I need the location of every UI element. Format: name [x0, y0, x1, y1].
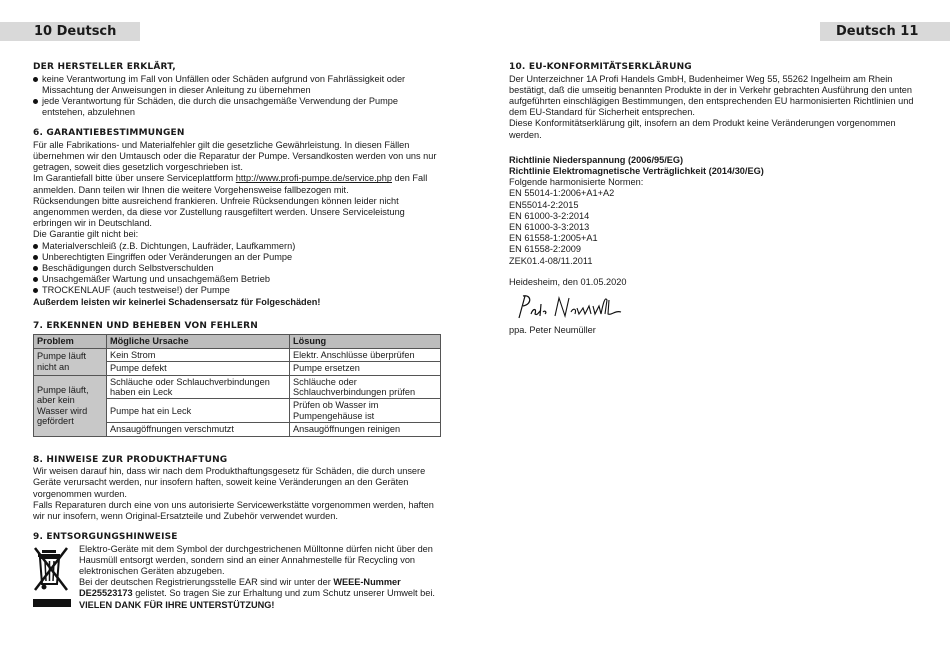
cause-cell: Ansaugöffnungen verschmutzt — [107, 423, 290, 436]
table-header-row — [34, 335, 441, 348]
list-item: Unsachgemäßer Wartung und unsachgemäßem Betrieb — [33, 274, 443, 285]
cause-cell: Schläuche oder Schlauchverbindungen haben ein Leck — [107, 375, 290, 399]
entsorgung-weee-paragraph: Bei der deutschen Registrierungsstelle EAR sind wir unter der WEEE-Nummer DE25523173 gelistet. So tragen Sie zur Erhaltung und zum Schutz unserer Umwelt bei. — [79, 577, 435, 599]
entsorgung-heading: 9. ENTSORGUNGSHINWEISE — [33, 532, 178, 543]
place-date: Heidesheim, den 01.05.2020 — [509, 276, 627, 287]
garantie-paragraph: Rücksendungen bitte ausreichend frankieren. Unfreie Rücksendungen können leider nicht angenommen werden, da diese vor Zustellung rausgefiltert werden. Unsere Serviceleistung erbringen wir in Deutschland. — [33, 195, 405, 229]
norms-intro: Folgende harmonisierte Normen: — [509, 177, 644, 188]
solution-cell: Prüfen ob Wasser im Pumpengehäuse ist — [290, 399, 441, 423]
column-header: Lösung — [290, 335, 441, 348]
cause-cell: Pumpe defekt — [107, 362, 290, 375]
signature-image — [515, 292, 625, 322]
haftung-paragraph: Wir weisen darauf hin, dass wir nach dem Produkthaftungsgesetz für Schäden, die durch unsere Geräte verursacht werden, nur insofern haften, soweit keine Veränderungen an den Geräten vorgenommen wurden. — [33, 466, 426, 499]
left-column — [33, 62, 443, 613]
norms-list — [509, 188, 919, 266]
garantie-service-paragraph: Im Garantiefall bitte über unsere Serviceplattform http://www.profi-pumpe.de/service.php den Fall anmelden. Dann teilen wir Ihnen die weitere Vorgehensweise fallbezogen mit. — [33, 173, 428, 195]
hersteller-heading: DER HERSTELLER ERKLÄRT, — [33, 62, 176, 72]
konformitaet-heading: 10. EU-KONFORMITÄTSERKLÄRUNG — [509, 62, 692, 72]
norm-item: EN 61000-3-3:2013 — [509, 221, 590, 232]
garantie-paragraph: Für alle Fabrikations- und Materialfehler gilt die gesetzliche Gewährleistung. In diesen Fällen übernehmen wir den Umtausch oder die Reparatur der Pumpe. Versandkosten werden von uns nur getragen, soweit dies gesetzlich vorgeschrieben ist. — [33, 139, 437, 173]
solution-cell: Ansaugöffnungen reinigen — [290, 423, 441, 436]
page-header-left: 10 Deutsch — [0, 22, 140, 41]
list-item: keine Verantwortung im Fall von Unfällen oder Schäden aufgrund von Fahrlässigkeit oder Missachtung der Anweisungen in dieser Anleitung zu übernehmen — [33, 74, 443, 96]
problem-cell: Pumpe läuft nicht an — [34, 348, 107, 375]
column-header: Mögliche Ursache — [107, 335, 290, 348]
cause-cell: Pumpe hat ein Leck — [107, 399, 290, 423]
hersteller-list — [33, 74, 443, 119]
list-item: Beschädigungen durch Selbstverschulden — [33, 263, 443, 274]
haftung-heading: 8. HINWEISE ZUR PRODUKTHAFTUNG — [33, 454, 228, 465]
entsorgung-paragraph: Elektro-Geräte mit dem Symbol der durchgestrichenen Mülltonne dürfen nicht über den Hausmüll entsorgt werden, sondern sind an einer Annahmestelle für Recycling von elektronischen Geräten abzugeben. — [79, 543, 433, 577]
crossed-bin-icon — [33, 544, 77, 613]
garantie-heading: 6. GARANTIEBESTIMMUNGEN — [33, 128, 185, 139]
directive-emc: Richtlinie Elektromagnetische Verträglichkeit (2014/30/EG) — [509, 165, 764, 176]
norm-item: EN55014-2:2015 — [509, 199, 579, 210]
solution-cell: Elektr. Anschlüsse überprüfen — [290, 348, 441, 361]
directive-lvd: Richtlinie Niederspannung (2006/95/EG) — [509, 154, 684, 165]
signer-name: ppa. Peter Neumüller — [509, 325, 596, 336]
konformitaet-paragraph: Der Unterzeichner 1A Profi Handels GmbH, Budenheimer Weg 55, 55262 Ingelheim am Rhein bestätigt, daß die umseitig benannten Produkte in der in Verkehr gebrachten Ausführung den unten aufgeführten einschlägigen Bestimmungen, den entsprechenden EU harmonisierten Richtlinien und dem EU-Standard für Sicherheit entsprechen. — [509, 73, 914, 118]
norm-item: ZEK01.4-08/11.2011 — [509, 255, 593, 266]
solution-cell: Schläuche oder Schlauchverbindungen prüfen — [290, 375, 441, 399]
norm-item: EN 55014-1:2006+A1+A2 — [509, 188, 615, 199]
fehler-heading: 7. ERKENNEN UND BEHEBEN VON FEHLERN — [33, 320, 258, 331]
table-row — [34, 348, 441, 361]
norm-item: EN 61000-3-2:2014 — [509, 210, 590, 221]
entsorgung-text — [79, 544, 443, 613]
table-row — [34, 375, 441, 399]
list-item: TROCKENLAUF (auch testweise!) der Pumpe — [33, 285, 443, 296]
troubleshooting-table — [33, 334, 441, 436]
thanks-text: VIELEN DANK FÜR IHRE UNTERSTÜTZUNG! — [79, 599, 275, 610]
right-column — [509, 62, 919, 336]
column-header: Problem — [34, 335, 107, 348]
garantie-exclusions-list — [33, 241, 443, 297]
norm-item: EN 61558-1:2005+A1 — [509, 233, 598, 244]
norm-item: EN 61558-2:2009 — [509, 244, 582, 255]
list-item: Materialverschleiß (z.B. Dichtungen, Laufräder, Laufkammern) — [33, 241, 443, 252]
konformitaet-paragraph: Diese Konformitätserklärung gilt, insofern an dem Produkt keine Veränderungen vorgenommen werden. — [509, 118, 896, 140]
list-item: Unberechtigten Eingriffen oder Veränderungen an der Pumpe — [33, 252, 443, 263]
list-item: jede Verantwortung für Schäden, die durch die unsachgemäße Verwendung der Pumpe entstehen, abzulehnen — [33, 96, 443, 118]
entsorgung-block — [33, 544, 443, 613]
haftung-paragraph: Falls Reparaturen durch eine von uns autorisierte Servicewerkstätte vorgenommen werden, haften wir nur insofern, wenn Original-Ersatzteile und Zubehör verwendet wurden. — [33, 499, 434, 521]
garantie-paragraph: Die Garantie gilt nicht bei: — [33, 229, 139, 240]
problem-cell: Pumpe läuft, aber kein Wasser wird gefördert — [34, 375, 107, 436]
page-header-right: Deutsch 11 — [820, 22, 950, 41]
garantie-final-note: Außerdem leisten wir keinerlei Schadensersatz für Folgeschäden! — [33, 296, 321, 307]
cause-cell: Kein Strom — [107, 348, 290, 361]
service-link[interactable]: http://www.profi-pumpe.de/service.php — [235, 173, 392, 184]
solution-cell: Pumpe ersetzen — [290, 362, 441, 375]
